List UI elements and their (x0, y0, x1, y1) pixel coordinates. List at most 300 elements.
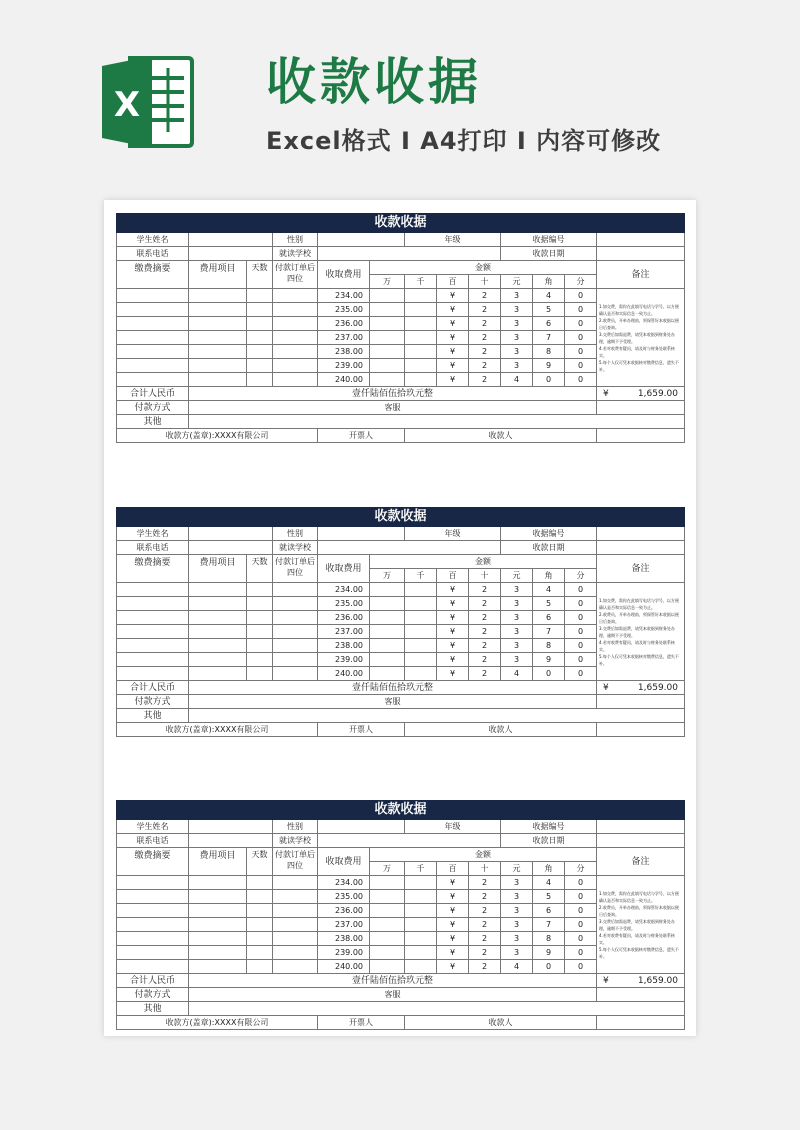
summary-cell[interactable] (117, 946, 189, 960)
days-cell[interactable] (247, 904, 273, 918)
amount-digit-cell: 0 (565, 331, 597, 345)
amount-digit-cell: ¥ (437, 653, 469, 667)
amount-digit-cell (370, 597, 405, 611)
total-label: 合计人民币 (117, 387, 189, 401)
amount-digit-cell: 8 (533, 932, 565, 946)
amount-digit-cell (405, 597, 437, 611)
phone-label: 联系电话 (117, 834, 189, 848)
item-cell[interactable] (189, 611, 247, 625)
days-cell[interactable] (247, 317, 273, 331)
summary-cell[interactable] (117, 667, 189, 681)
item-cell[interactable] (189, 667, 247, 681)
payee-label: 收款方(盖章):XXXX有限公司 (117, 429, 318, 443)
amount-digit-cell: 4 (533, 583, 565, 597)
item-cell[interactable] (189, 289, 247, 303)
grade-label: 年级 (405, 233, 501, 247)
amount-digit-cell: ¥ (437, 331, 469, 345)
amount-digit-cell (370, 932, 405, 946)
summary-cell[interactable] (117, 960, 189, 974)
collector-value[interactable] (597, 723, 685, 737)
unit-header: 元 (501, 275, 533, 289)
amount-digit-cell: 5 (533, 303, 565, 317)
receipt-no-label: 收据编号 (501, 527, 597, 541)
item-cell[interactable] (189, 331, 247, 345)
amount-digit-cell: ¥ (437, 583, 469, 597)
fee-cell[interactable]: 237.00 (318, 625, 370, 639)
school-value[interactable] (318, 247, 501, 261)
receipt-1 (116, 213, 684, 443)
fee-cell[interactable]: 236.00 (318, 611, 370, 625)
order-cell[interactable] (273, 597, 318, 611)
amount-digit-cell: 3 (501, 331, 533, 345)
summary-cell[interactable] (117, 653, 189, 667)
order-cell[interactable] (273, 625, 318, 639)
order-cell[interactable] (273, 932, 318, 946)
summary-cell[interactable] (117, 303, 189, 317)
item-cell[interactable] (189, 583, 247, 597)
amount-digit-cell: ¥ (437, 611, 469, 625)
receipt-date-value[interactable] (597, 834, 685, 848)
gender-value[interactable] (318, 820, 405, 834)
receipt-date-label: 收款日期 (501, 541, 597, 555)
note-line: 5.每个人仅可凭本收据核对缴费信息，遗失不补。 (599, 359, 679, 372)
student-name-value[interactable] (189, 233, 273, 247)
amount-digit-cell: 2 (469, 583, 501, 597)
amount-digit-cell: 0 (565, 946, 597, 960)
student-name-value[interactable] (189, 527, 273, 541)
order-header: 付款订单后四位 (273, 555, 318, 583)
item-header: 费用项目 (189, 261, 247, 289)
unit-header: 千 (405, 862, 437, 876)
payment-extra[interactable] (597, 401, 685, 415)
summary-cell[interactable] (117, 373, 189, 387)
total-row (117, 387, 685, 401)
order-cell[interactable] (273, 345, 318, 359)
amount-digit-cell: 3 (501, 289, 533, 303)
item-cell[interactable] (189, 932, 247, 946)
total-words: 壹仟陆佰伍拾玖元整 (189, 974, 597, 988)
fee-cell[interactable]: 238.00 (318, 932, 370, 946)
amount-digit-cell: 5 (533, 597, 565, 611)
payment-extra[interactable] (597, 988, 685, 1002)
notes-cell (597, 289, 685, 387)
item-cell[interactable] (189, 946, 247, 960)
receipt-date-value[interactable] (597, 247, 685, 261)
days-cell[interactable] (247, 876, 273, 890)
note-line: 3.交费后如需退费，请凭本收据到财务处办理，逾期不予受理。 (599, 918, 675, 931)
note-line: 3.交费后如需退费，请凭本收据到财务处办理，逾期不予受理。 (599, 331, 675, 344)
signature-row (117, 723, 685, 737)
item-cell[interactable] (189, 904, 247, 918)
amount-digit-cell: 7 (533, 331, 565, 345)
amount-digit-cell: ¥ (437, 345, 469, 359)
amount-digit-cell: 0 (565, 359, 597, 373)
total-row (117, 974, 685, 988)
amount-digit-cell: 6 (533, 904, 565, 918)
summary-cell[interactable] (117, 289, 189, 303)
item-cell[interactable] (189, 876, 247, 890)
fee-cell[interactable]: 239.00 (318, 946, 370, 960)
amount-digit-cell: 0 (565, 639, 597, 653)
unit-header: 千 (405, 275, 437, 289)
unit-header: 百 (437, 862, 469, 876)
phone-value[interactable] (189, 541, 273, 555)
item-cell[interactable] (189, 625, 247, 639)
days-cell[interactable] (247, 331, 273, 345)
days-cell[interactable] (247, 946, 273, 960)
payee-label: 收款方(盖章):XXXX有限公司 (117, 723, 318, 737)
receipt-no-value[interactable] (597, 527, 685, 541)
amount-digit-cell: ¥ (437, 639, 469, 653)
amount-digit-cell: 4 (533, 289, 565, 303)
amount-digit-cell: 4 (501, 373, 533, 387)
amount-digit-cell (370, 904, 405, 918)
summary-cell[interactable] (117, 904, 189, 918)
receipt-title: 收款收据 (117, 801, 685, 820)
other-value[interactable] (189, 415, 685, 429)
gender-label: 性别 (273, 527, 318, 541)
amount-digit-cell: 3 (501, 890, 533, 904)
logo-letter: X (113, 85, 141, 125)
fee-cell[interactable]: 240.00 (318, 667, 370, 681)
amount-digit-cell (405, 890, 437, 904)
student-name-value[interactable] (189, 820, 273, 834)
amount-digit-cell (370, 876, 405, 890)
summary-cell[interactable] (117, 583, 189, 597)
summary-cell[interactable] (117, 597, 189, 611)
amount-digit-cell: 2 (469, 345, 501, 359)
fee-cell[interactable]: 236.00 (318, 904, 370, 918)
notes-header: 备注 (597, 848, 685, 876)
amount-digit-cell: 9 (533, 359, 565, 373)
page-subtitle: Excel格式 I A4打印 I 内容可修改 (266, 127, 662, 155)
fee-cell[interactable]: 239.00 (318, 359, 370, 373)
page-title: 收款收据 (266, 53, 482, 111)
item-cell[interactable] (189, 918, 247, 932)
fee-cell[interactable]: 235.00 (318, 890, 370, 904)
item-cell[interactable] (189, 890, 247, 904)
amount-digit-cell: 6 (533, 317, 565, 331)
amount-digit-cell (370, 583, 405, 597)
amount-digit-cell: 3 (501, 345, 533, 359)
days-header: 天数 (247, 555, 273, 583)
payment-extra[interactable] (597, 695, 685, 709)
order-cell[interactable] (273, 639, 318, 653)
total-value: 1,659.00 (637, 388, 678, 399)
summary-cell[interactable] (117, 359, 189, 373)
unit-header: 分 (565, 275, 597, 289)
unit-header: 分 (565, 569, 597, 583)
school-label: 就读学校 (273, 541, 318, 555)
days-cell[interactable] (247, 890, 273, 904)
fee-cell[interactable]: 238.00 (318, 345, 370, 359)
amount-digit-cell (405, 611, 437, 625)
unit-header: 元 (501, 862, 533, 876)
summary-cell[interactable] (117, 639, 189, 653)
fee-cell[interactable]: 237.00 (318, 331, 370, 345)
amount-digit-cell: 0 (565, 918, 597, 932)
service-label: 客服 (189, 401, 597, 415)
amount-digit-cell: ¥ (437, 625, 469, 639)
amount-digit-cell: 2 (469, 918, 501, 932)
invoicer-label: 开票人 (318, 429, 405, 443)
summary-cell[interactable] (117, 890, 189, 904)
other-label: 其他 (117, 709, 189, 723)
item-cell[interactable] (189, 345, 247, 359)
total-words: 壹仟陆佰伍拾玖元整 (189, 681, 597, 695)
fee-cell[interactable]: 236.00 (318, 317, 370, 331)
gender-label: 性别 (273, 233, 318, 247)
fee-cell[interactable]: 240.00 (318, 373, 370, 387)
item-cell[interactable] (189, 359, 247, 373)
days-cell[interactable] (247, 639, 273, 653)
order-cell[interactable] (273, 611, 318, 625)
fee-cell[interactable]: 237.00 (318, 918, 370, 932)
phone-value[interactable] (189, 247, 273, 261)
amount-digit-cell: 3 (501, 583, 533, 597)
amount-digit-cell: ¥ (437, 597, 469, 611)
order-cell[interactable] (273, 904, 318, 918)
receipt-date-label: 收款日期 (501, 834, 597, 848)
payment-label: 付款方式 (117, 401, 189, 415)
other-row (117, 1002, 685, 1016)
days-cell[interactable] (247, 932, 273, 946)
amount-header: 金额 (370, 848, 597, 862)
currency-symbol: ¥ (603, 388, 609, 399)
order-cell[interactable] (273, 289, 318, 303)
days-cell[interactable] (247, 960, 273, 974)
collector-value[interactable] (597, 429, 685, 443)
summary-cell[interactable] (117, 331, 189, 345)
amount-digit-cell: 0 (533, 960, 565, 974)
amount-digit-cell: ¥ (437, 890, 469, 904)
order-cell[interactable] (273, 890, 318, 904)
order-cell[interactable] (273, 583, 318, 597)
total-amount (597, 974, 685, 988)
total-amount (597, 681, 685, 695)
amount-digit-cell (370, 303, 405, 317)
payment-row (117, 988, 685, 1002)
receipt-title: 收款收据 (117, 214, 685, 233)
item-cell[interactable] (189, 653, 247, 667)
amount-digit-cell: 3 (501, 653, 533, 667)
summary-cell[interactable] (117, 876, 189, 890)
days-cell[interactable] (247, 611, 273, 625)
days-header: 天数 (247, 261, 273, 289)
order-cell[interactable] (273, 317, 318, 331)
service-label: 客服 (189, 988, 597, 1002)
amount-digit-cell: ¥ (437, 918, 469, 932)
unit-header: 十 (469, 275, 501, 289)
item-cell[interactable] (189, 639, 247, 653)
fee-cell[interactable]: 234.00 (318, 289, 370, 303)
amount-header: 金额 (370, 261, 597, 275)
amount-digit-cell (405, 373, 437, 387)
days-cell[interactable] (247, 918, 273, 932)
item-cell[interactable] (189, 960, 247, 974)
receipt-2 (116, 507, 684, 737)
summary-header: 缴费摘要 (117, 848, 189, 876)
order-cell[interactable] (273, 946, 318, 960)
amount-digit-cell: 2 (469, 890, 501, 904)
amount-digit-cell: ¥ (437, 317, 469, 331)
days-cell[interactable] (247, 653, 273, 667)
order-cell[interactable] (273, 331, 318, 345)
fee-cell[interactable]: 240.00 (318, 960, 370, 974)
receipt-no-value[interactable] (597, 233, 685, 247)
fee-cell[interactable]: 234.00 (318, 876, 370, 890)
amount-digit-cell: 0 (533, 373, 565, 387)
days-cell[interactable] (247, 373, 273, 387)
amount-digit-cell: ¥ (437, 876, 469, 890)
unit-header: 千 (405, 569, 437, 583)
order-cell[interactable] (273, 667, 318, 681)
amount-digit-cell: 3 (501, 625, 533, 639)
total-amount (597, 387, 685, 401)
amount-digit-cell (405, 904, 437, 918)
amount-digit-cell: 0 (565, 932, 597, 946)
excel-logo-icon (100, 52, 196, 152)
amount-digit-cell: 4 (501, 960, 533, 974)
other-value[interactable] (189, 1002, 685, 1016)
summary-cell[interactable] (117, 918, 189, 932)
signature-row (117, 1016, 685, 1030)
fee-header: 收取费用 (318, 848, 370, 876)
note-line: 1.如交费，需你在此填写电话与学号，以方便确认是否和实际信息一致为止。 (599, 303, 679, 316)
payee-label: 收款方(盖章):XXXX有限公司 (117, 1016, 318, 1030)
amount-digit-cell (405, 932, 437, 946)
receipt-table (116, 507, 685, 737)
days-cell[interactable] (247, 289, 273, 303)
amount-digit-cell: ¥ (437, 303, 469, 317)
item-cell[interactable] (189, 373, 247, 387)
amount-digit-cell: 2 (469, 597, 501, 611)
amount-digit-cell: 0 (565, 597, 597, 611)
item-cell[interactable] (189, 303, 247, 317)
order-cell[interactable] (273, 359, 318, 373)
summary-cell[interactable] (117, 932, 189, 946)
note-line: 5.每个人仅可凭本收据核对缴费信息，遗失不补。 (599, 653, 679, 666)
item-cell[interactable] (189, 317, 247, 331)
amount-digit-cell: 0 (565, 345, 597, 359)
unit-header: 角 (533, 862, 565, 876)
collector-value[interactable] (597, 1016, 685, 1030)
order-cell[interactable] (273, 918, 318, 932)
amount-digit-cell (405, 359, 437, 373)
gender-value[interactable] (318, 233, 405, 247)
order-cell[interactable] (273, 876, 318, 890)
order-cell[interactable] (273, 303, 318, 317)
receipt-no-label: 收据编号 (501, 820, 597, 834)
amount-digit-cell: 2 (469, 667, 501, 681)
amount-digit-cell: 9 (533, 653, 565, 667)
amount-digit-cell (370, 611, 405, 625)
amount-digit-cell: 0 (565, 667, 597, 681)
fee-header: 收取费用 (318, 261, 370, 289)
days-cell[interactable] (247, 345, 273, 359)
note-line: 1.如交费，需你在此填写电话与学号，以方便确认是否和实际信息一致为止。 (599, 597, 679, 610)
fee-cell[interactable]: 234.00 (318, 583, 370, 597)
days-cell[interactable] (247, 625, 273, 639)
days-cell[interactable] (247, 583, 273, 597)
receipt-title: 收款收据 (117, 508, 685, 527)
unit-header: 万 (370, 862, 405, 876)
amount-digit-cell: 0 (565, 960, 597, 974)
summary-cell[interactable] (117, 625, 189, 639)
amount-digit-cell (405, 289, 437, 303)
other-label: 其他 (117, 1002, 189, 1016)
amount-digit-cell: 0 (533, 667, 565, 681)
days-header: 天数 (247, 848, 273, 876)
amount-digit-cell: ¥ (437, 359, 469, 373)
unit-header: 元 (501, 569, 533, 583)
school-label: 就读学校 (273, 834, 318, 848)
receipt-date-value[interactable] (597, 541, 685, 555)
order-cell[interactable] (273, 373, 318, 387)
amount-digit-cell (405, 345, 437, 359)
amount-digit-cell: 2 (469, 876, 501, 890)
student-name-label: 学生姓名 (117, 233, 189, 247)
note-line: 2.收费员，开单办理前，须保管好本收据以便日后查询。 (599, 611, 679, 624)
days-cell[interactable] (247, 303, 273, 317)
student-name-label: 学生姓名 (117, 527, 189, 541)
other-value[interactable] (189, 709, 685, 723)
payment-label: 付款方式 (117, 988, 189, 1002)
currency-symbol: ¥ (603, 975, 609, 986)
summary-cell[interactable] (117, 317, 189, 331)
summary-cell[interactable] (117, 345, 189, 359)
phone-label: 联系电话 (117, 247, 189, 261)
fee-cell[interactable]: 235.00 (318, 597, 370, 611)
fee-cell[interactable]: 238.00 (318, 639, 370, 653)
currency-symbol: ¥ (603, 682, 609, 693)
amount-digit-cell: 2 (469, 904, 501, 918)
total-label: 合计人民币 (117, 974, 189, 988)
amount-digit-cell: 0 (565, 303, 597, 317)
phone-value[interactable] (189, 834, 273, 848)
gender-value[interactable] (318, 527, 405, 541)
amount-digit-cell: 3 (501, 303, 533, 317)
amount-digit-cell: 4 (501, 667, 533, 681)
order-cell[interactable] (273, 960, 318, 974)
school-value[interactable] (318, 834, 501, 848)
summary-cell[interactable] (117, 611, 189, 625)
school-value[interactable] (318, 541, 501, 555)
signature-row (117, 429, 685, 443)
amount-digit-cell (370, 289, 405, 303)
amount-digit-cell (405, 960, 437, 974)
days-cell[interactable] (247, 359, 273, 373)
days-cell[interactable] (247, 667, 273, 681)
item-cell[interactable] (189, 597, 247, 611)
fee-cell[interactable]: 239.00 (318, 653, 370, 667)
amount-digit-cell: 2 (469, 303, 501, 317)
fee-cell[interactable]: 235.00 (318, 303, 370, 317)
total-words: 壹仟陆佰伍拾玖元整 (189, 387, 597, 401)
amount-digit-cell: 7 (533, 918, 565, 932)
receipt-no-value[interactable] (597, 820, 685, 834)
amount-digit-cell: 3 (501, 932, 533, 946)
total-value: 1,659.00 (637, 975, 678, 986)
amount-digit-cell: ¥ (437, 904, 469, 918)
order-cell[interactable] (273, 653, 318, 667)
amount-digit-cell: 3 (501, 946, 533, 960)
amount-digit-cell: ¥ (437, 946, 469, 960)
amount-digit-cell: 2 (469, 639, 501, 653)
days-cell[interactable] (247, 597, 273, 611)
amount-digit-cell: 6 (533, 611, 565, 625)
amount-digit-cell: 7 (533, 625, 565, 639)
